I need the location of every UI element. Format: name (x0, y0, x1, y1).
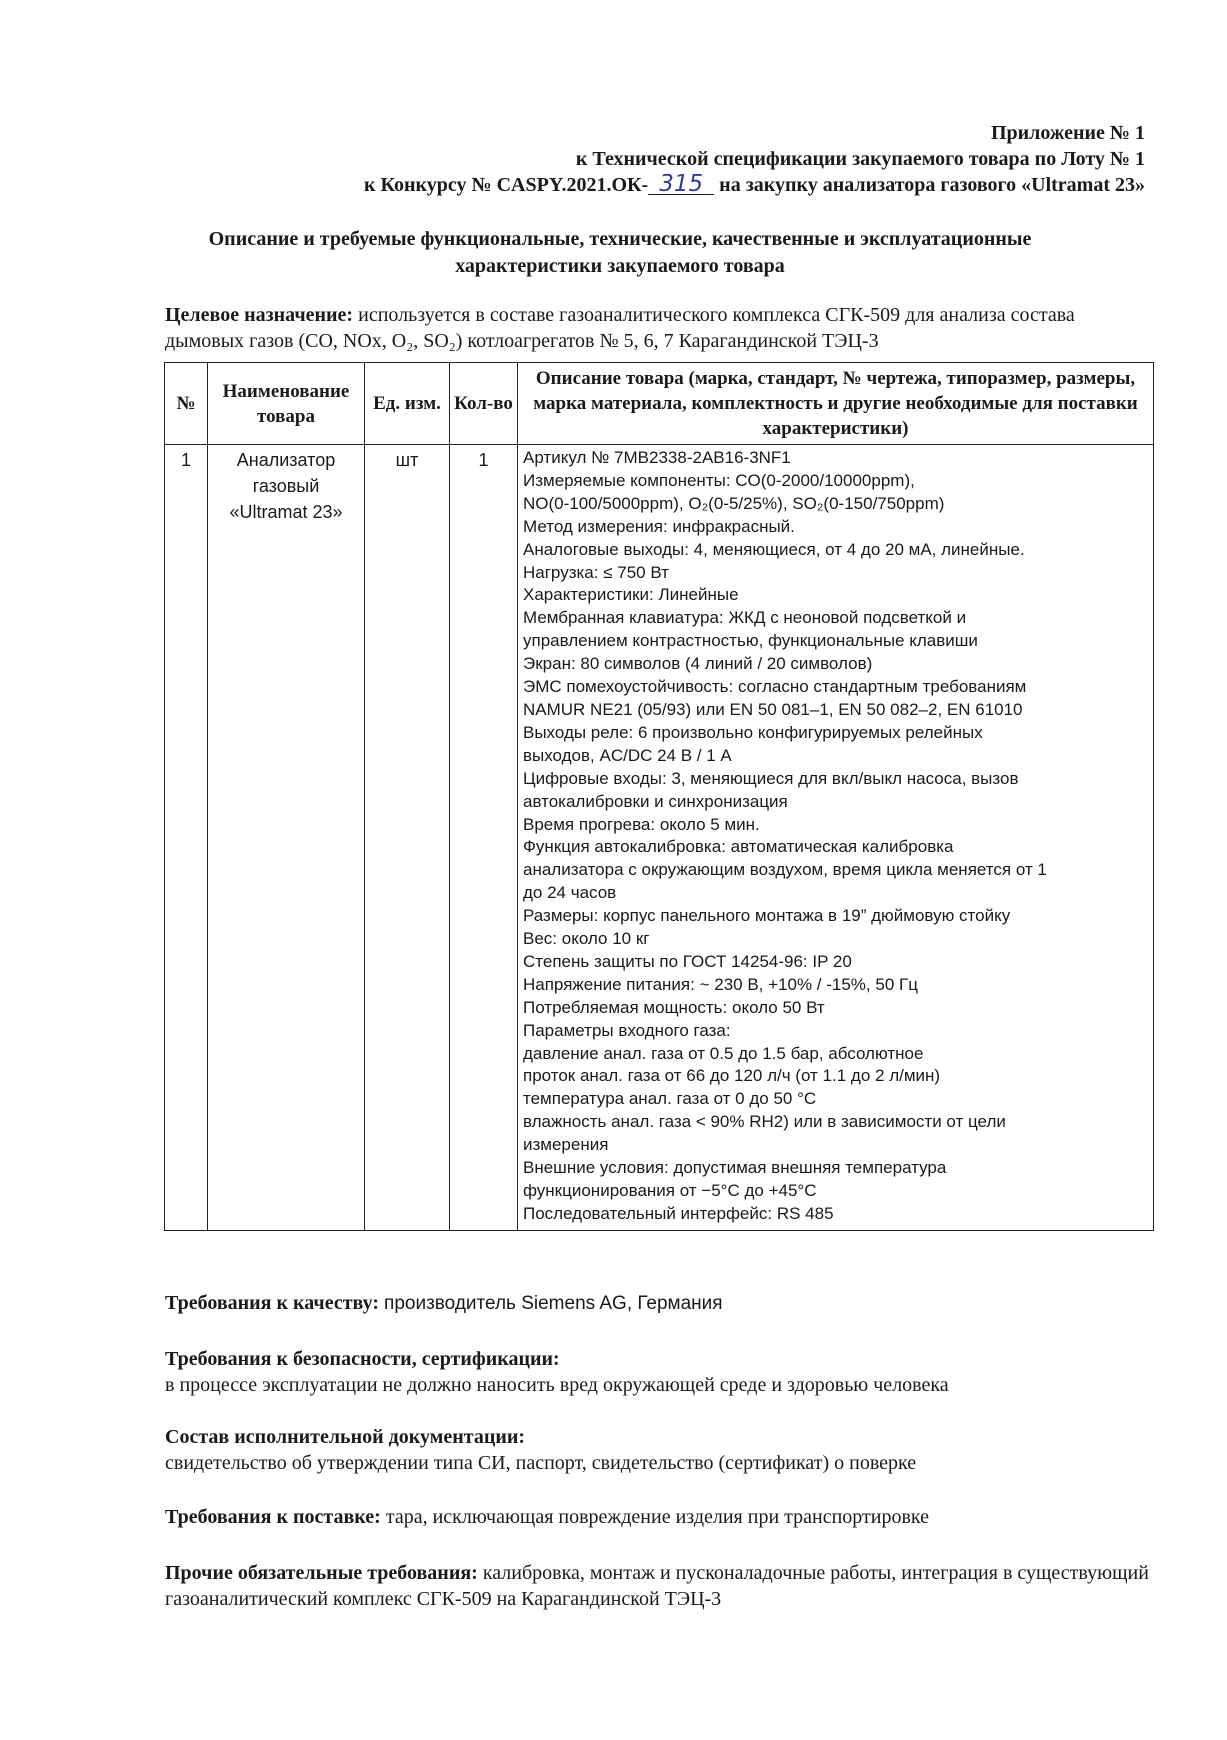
desc-line: проток анал. газа от 66 до 120 л/ч (от 1.1 до 2 л/мин) (523, 1066, 941, 1086)
desc-line: выходов, AC/DC 24 В / 1 А (523, 745, 732, 765)
desc-line: Мембранная клавиатура: ЖКД с неоновой подсветкой и (523, 608, 967, 628)
delivery-requirements (165, 1504, 1155, 1530)
desc-line: Последовательный интерфейс: RS 485 (523, 1203, 834, 1223)
appendix-number: Приложение № 1 (990, 122, 1145, 144)
desc-line: автокалибровки и синхронизация (523, 791, 788, 811)
desc-line: Выходы реле: 6 произвольно конфигурируемых релейных (523, 722, 983, 742)
desc-line: Экран: 80 символов (4 линий / 20 символов) (523, 654, 873, 674)
desc-line: Измеряемые компоненты: CO(0-2000/10000ppm), (523, 470, 915, 490)
quality-text: производитель Siemens AG, Германия (384, 1293, 723, 1314)
purpose-paragraph (165, 302, 1155, 354)
desc-line: Время прогрева: около 5 мин. (523, 814, 760, 834)
desc-line: Параметры входного газа: (523, 1020, 731, 1040)
header-num: № (165, 363, 208, 445)
desc-line: Степень защиты по ГОСТ 14254-96: IP 20 (523, 951, 852, 971)
desc-line: NAMUR NE21 (05/93) или EN 50 081–1, EN 50 082–2, EN 61010 (523, 699, 1023, 719)
cell-description (518, 445, 1154, 1231)
delivery-text: тара, исключающая повреждение изделия при транспортировке (385, 1506, 930, 1528)
heading-line-1: Описание и требуемые функциональные, технические, качественные и эксплуатационные (208, 228, 1032, 250)
header-qty: Кол-во (450, 363, 518, 445)
desc-line: Функция автокалибровка: автоматическая калибровка (523, 837, 954, 857)
safety-text: в процессе эксплуатации не должно наносить вред окружающей среде и здоровью человека (165, 1374, 949, 1396)
desc-line: Нагрузка: ≤ 750 Вт (523, 562, 669, 582)
desc-line: функционирования от −5°C до +45°C (523, 1181, 817, 1200)
header-description: Описание товара (марка, стандарт, № чертежа, типоразмер, размеры, марка материала, комплектность и другие необходимые для поставки характеристики) (518, 363, 1154, 445)
appendix-header (145, 120, 1145, 198)
tender-prefix: к Конкурсу № CASPY.2021.ОК- (363, 174, 649, 196)
desc-line: Аналоговые выходы: 4, меняющиеся, от 4 до 20 мА, линейные. (523, 539, 1025, 559)
desc-line: управлением контрастностью, функциональные клавиши (523, 631, 978, 651)
desc-line: Метод измерения: инфракрасный. (523, 516, 795, 536)
desc-line: до 24 часов (523, 883, 617, 903)
desc-line: Внешние условия: допустимая внешняя температура (523, 1158, 947, 1178)
desc-line: давление анал. газа от 0.5 до 1.5 бар, абсолютное (523, 1043, 924, 1063)
specification-table (164, 362, 1154, 1231)
other-requirements (165, 1560, 1155, 1612)
desc-line: Размеры: корпус панельного монтажа в 19” дюймовую стойку (523, 906, 1011, 926)
safety-label: Требования к безопасности, сертификации: (165, 1348, 560, 1370)
table-header-row (165, 363, 1154, 445)
other-text: калибровка, монтаж и пусконаладочные работы, интеграция в существующий газоаналитический комплекс СГК-509 на Карагандинской ТЭЦ-3 (165, 1562, 1149, 1610)
docs-label: Состав исполнительной документации: (165, 1426, 526, 1448)
desc-line: NO(0-100/5000ppm), O₂(0-5/25%), SO₂(0-150/750ppm) (523, 493, 945, 513)
documentation-requirements (165, 1424, 1155, 1476)
cell-qty: 1 (450, 445, 518, 1231)
desc-line: Характеристики: Линейные (523, 585, 739, 605)
desc-line: Напряжение питания: ~ 230 В, +10% / -15%, 50 Гц (523, 974, 918, 994)
safety-requirements (165, 1346, 1155, 1398)
quality-requirements (165, 1290, 1155, 1317)
desc-line: анализатора с окружающим воздухом, время цикла меняется от 1 (523, 860, 1047, 880)
desc-line: Потребляемая мощность: около 50 Вт (523, 997, 825, 1017)
purpose-label: Целевое назначение: (165, 304, 354, 326)
table-row (165, 445, 1154, 1231)
desc-line: влажность анал. газа < 90% RH2) или в зависимости от цели (523, 1112, 1006, 1132)
appendix-tender-ref (145, 172, 1145, 198)
handwritten-tender-number: 315 (648, 174, 714, 195)
desc-line: Вес: около 10 кг (523, 929, 650, 949)
purpose-text: используется в составе газоаналитического комплекса СГК-509 для анализа состава дымовых газов (СО, NOx, O₂, SO₂) котлоагрегатов № 5, 6, 7 Карагандинской ТЭЦ-3 (165, 304, 1075, 352)
cell-num: 1 (165, 445, 208, 1231)
heading-line-2: характеристики закупаемого товара (455, 255, 785, 277)
desc-line: температура анал. газа от 0 до 50 °C (523, 1089, 817, 1109)
delivery-label: Требования к поставке: (165, 1506, 381, 1528)
desc-line: Артикул № 7MB2338-2AB16-3NF1 (523, 448, 791, 467)
cell-unit: шт (365, 445, 450, 1231)
other-label: Прочие обязательные требования: (165, 1562, 478, 1584)
quality-label: Требования к качеству: (165, 1292, 380, 1314)
appendix-spec-ref: к Технической спецификации закупаемого товара по Лоту № 1 (575, 148, 1145, 170)
docs-text: свидетельство об утверждении типа СИ, паспорт, свидетельство (сертификат) о поверке (165, 1452, 917, 1474)
header-name: Наименование товара (208, 363, 365, 445)
desc-line: измерения (523, 1135, 609, 1155)
desc-line: ЭМС помехоустойчивость: согласно стандартным требованиям (523, 677, 1027, 697)
header-unit: Ед. изм. (365, 363, 450, 445)
cell-name: Анализатор газовый «Ultramat 23» (208, 445, 365, 1231)
document-heading (120, 226, 1120, 280)
tender-suffix: на закупку анализатора газового «Ultramat 23» (719, 174, 1145, 196)
desc-line: Цифровые входы: 3, меняющиеся для вкл/выкл насоса, вызов (523, 768, 1019, 788)
